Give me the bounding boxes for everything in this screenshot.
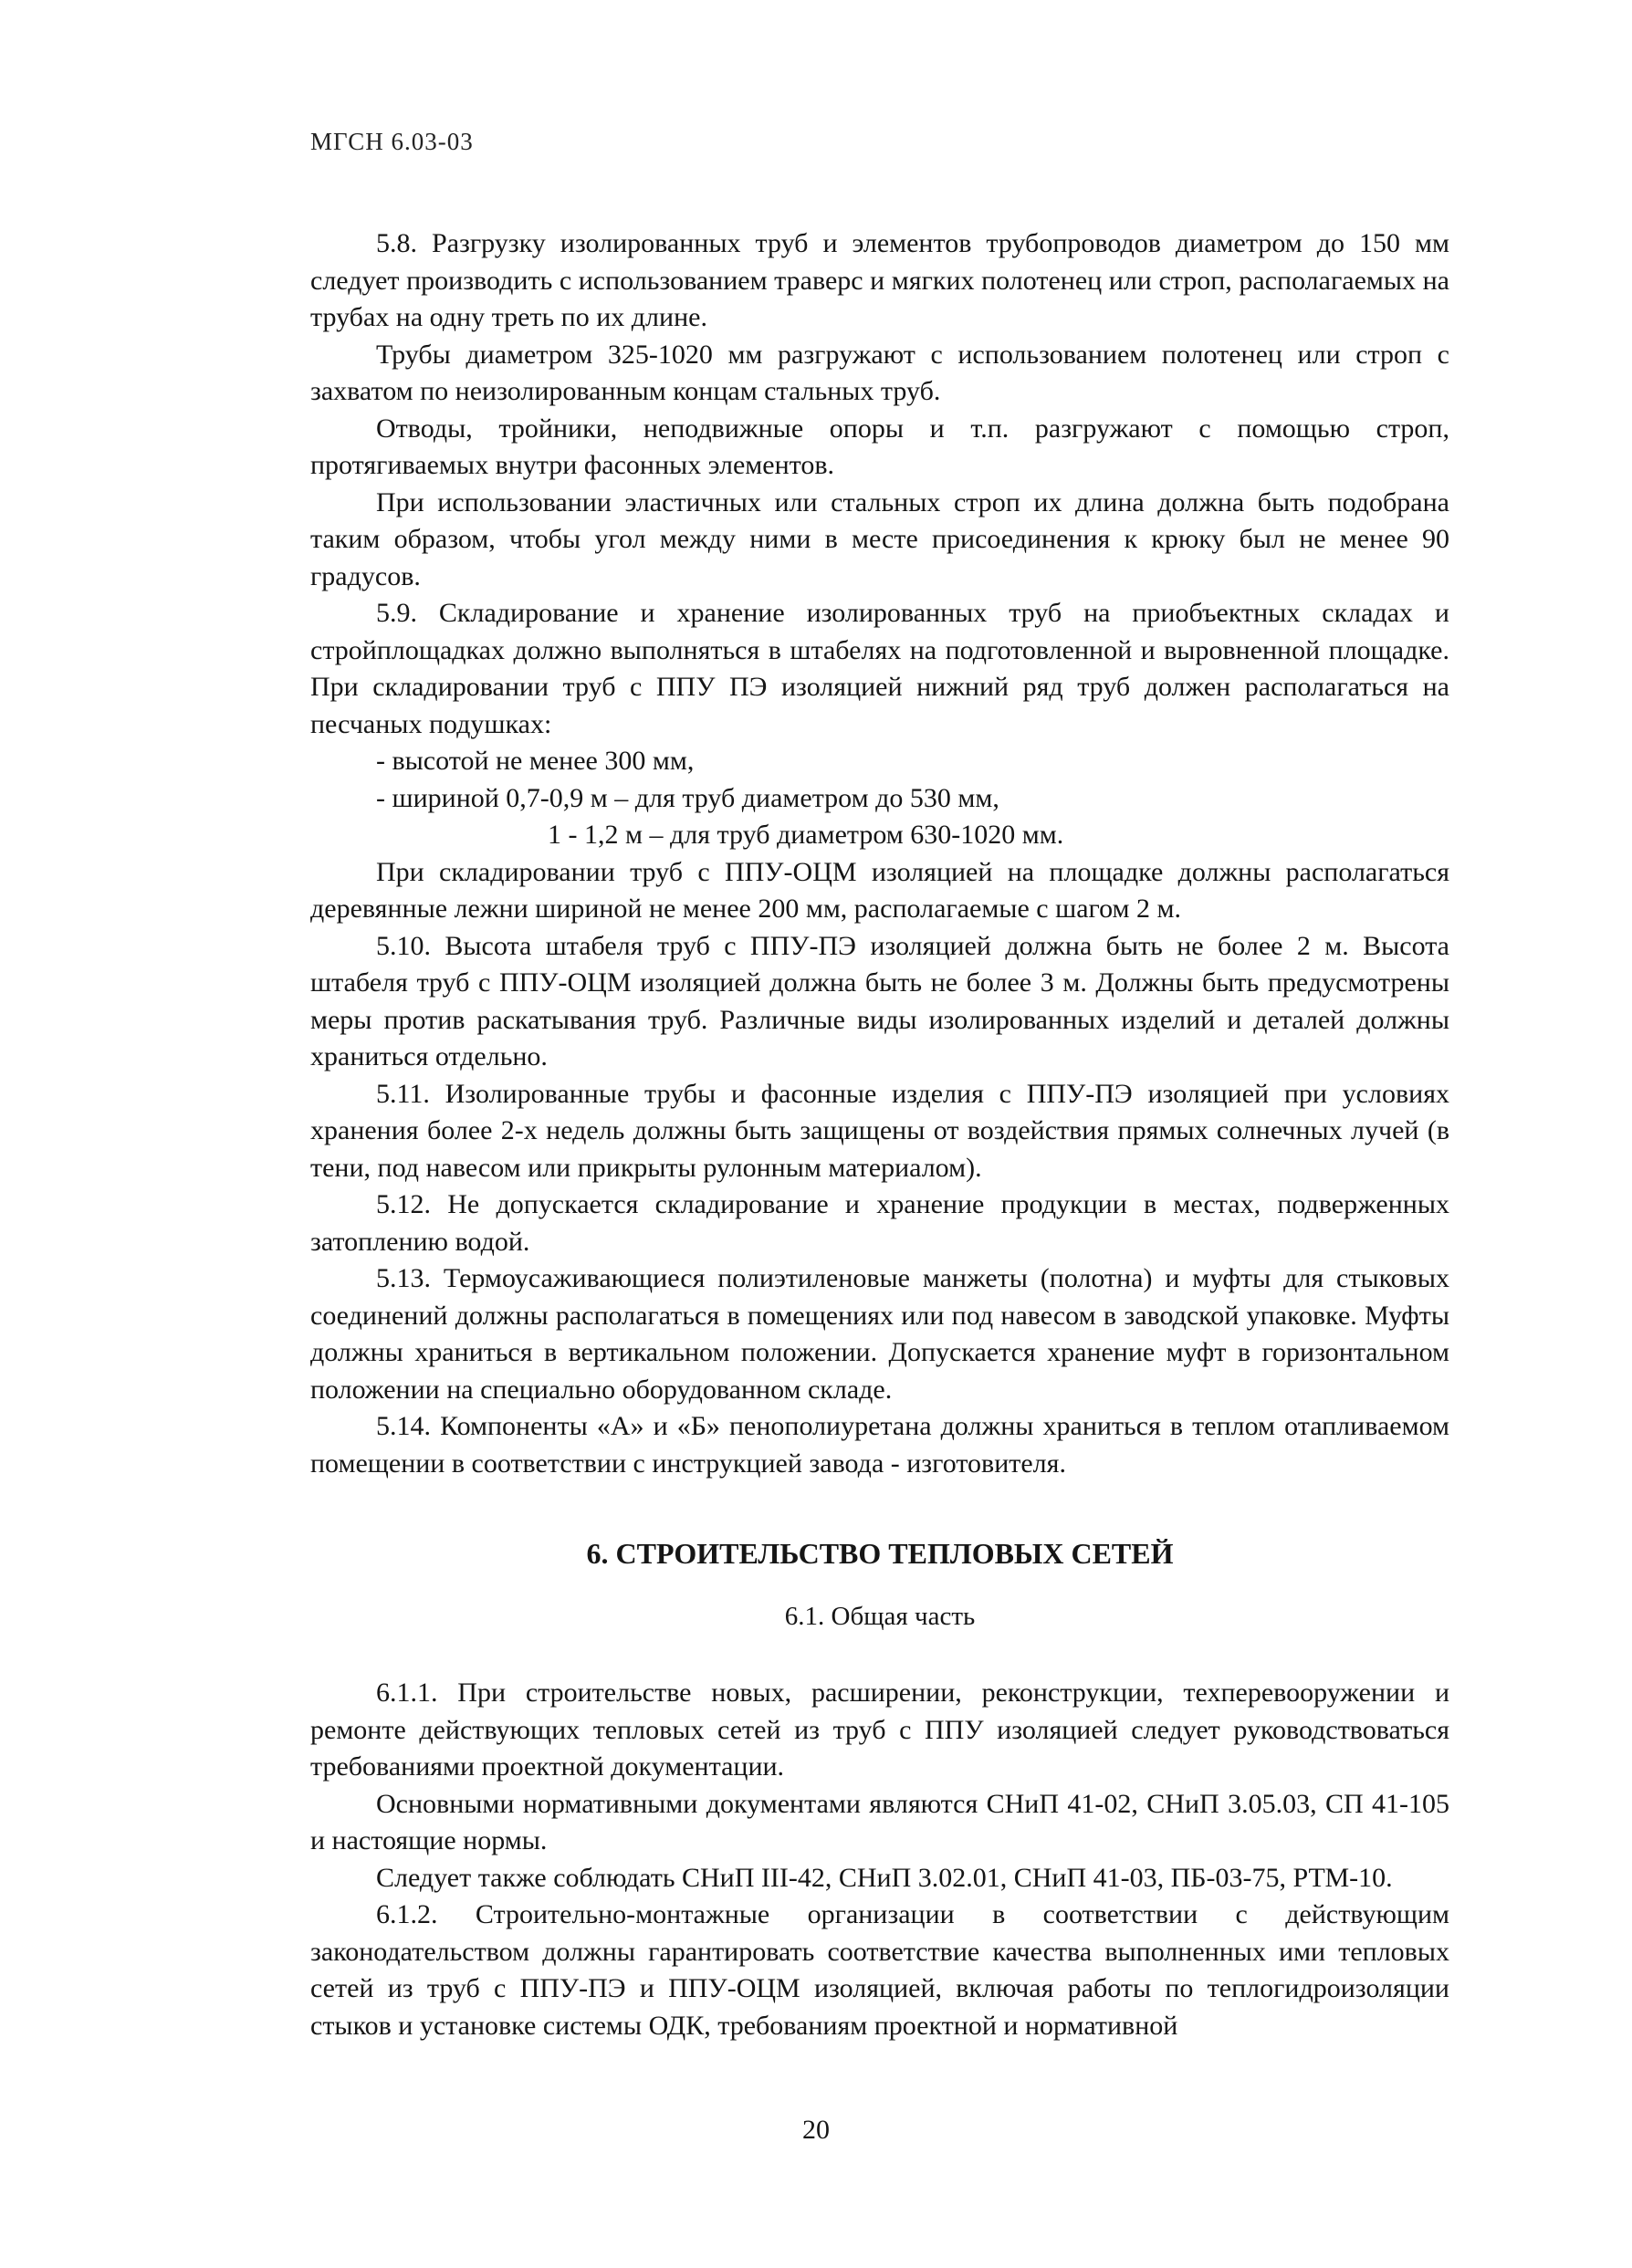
paragraph-5-12-flooding: 5.12. Не допускается складирование и хранение продукции в местах, подверженных затоплению водой. [310, 1189, 1449, 1257]
list-item-sand-height: - высотой не менее 300 мм, [376, 746, 695, 776]
paragraph-5-10-stack-height: 5.10. Высота штабеля труб с ППУ-ПЭ изоляцией должна быть не более 2 м. Высота штабеля труб с ППУ-ОЦМ изоляцией должна быть не более 3 м. Должны быть предусмотрены меры против раскатывания труб. Различные виды изолированных изделий и деталей должны храниться отдельно. [310, 930, 1449, 1071]
paragraph-5-13-shrink-sleeves: 5.13. Термоусаживающиеся полиэтиленовые манжеты (полотна) и муфты для стыковых соединений должны располагаться в помещениях или под навесом в заводской упаковке. Муфты должны храниться в вертикальном положении. Допускается хранение муфт в горизонтальном положении на специально оборудованном складе. [310, 1263, 1449, 1405]
page-number: 20 [802, 2115, 830, 2145]
paragraph-6-1-2-quality-guarantee: 6.1.2. Строительно-монтажные организации в соответствии с действующим законодательством должны гарантировать соответствие качества выполненных ими тепловых сетей из труб с ППУ-ПЭ и ППУ-ОЦМ изоляцией, включая работы по теплогидроизоляции стыков и установке системы ОДК, требованиям проектной и нормативной [310, 1899, 1449, 2041]
paragraph-5-14-foam-components: 5.14. Компоненты «А» и «Б» пенополиуретана должны храниться в теплом отапливаемом помещении в соответствии с инструкцией завода - изготовителя. [310, 1411, 1449, 1479]
document-body [310, 225, 1449, 2044]
paragraph-6-1-1-main-documents: Основными нормативными документами являются СНиП 41-02, СНиП 3.05.03, СП 41-105 и настоящие нормы. [310, 1788, 1449, 1855]
section-heading-6: 6. СТРОИТЕЛЬСТВО ТЕПЛОВЫХ СЕТЕЙ [586, 1537, 1174, 1570]
paragraph-5-8-unloading-small-pipes: 5.8. Разгрузку изолированных труб и элементов трубопроводов диаметром до 150 мм следует производить с использованием траверс и мягких полотенец или строп, располагаемых на трубах на одну треть по их длине. [310, 228, 1449, 332]
paragraph-6-1-1-additional-documents: Следует также соблюдать СНиП III-42, СНиП 3.02.01, СНиП 41-03, ПБ-03-75, РТМ-10. [376, 1862, 1393, 1893]
paragraph-5-8-sling-angle: При использовании эластичных или стальных строп их длина должна быть подобрана таким образом, чтобы угол между ними в месте присоединения к крюку был не менее 90 градусов. [310, 486, 1449, 591]
list-item-sand-width-small: - шириной 0,7-0,9 м – для труб диаметром до 530 мм, [376, 782, 999, 813]
paragraph-5-9-wooden-sleepers: При складировании труб с ППУ-ОЦМ изоляцией на площадке должны располагаться деревянные лежни шириной не менее 200 мм, располагаемые с шагом 2 м. [310, 856, 1449, 924]
paragraph-5-9-storage: 5.9. Складирование и хранение изолированных труб на приобъектных складах и стройплощадках должно выполняться в штабелях на подготовленной и выровненной площадке. При складировании труб с ППУ ПЭ изоляцией нижний ряд труб должен располагаться на песчаных подушках: [310, 598, 1449, 739]
paragraph-5-8-unloading-large-pipes: Трубы диаметром 325-1020 мм разгружают с использованием полотенец или строп с захватом по неизолированным концам стальных труб. [310, 339, 1449, 406]
subsection-heading-6-1: 6.1. Общая часть [784, 1601, 976, 1631]
list-item-sand-width-large: 1 - 1,2 м – для труб диаметром 630-1020 мм. [548, 820, 1064, 850]
paragraph-6-1-1-requirements: 6.1.1. При строительстве новых, расширении, реконструкции, техперевооружении и ремонте действующих тепловых сетей из труб с ППУ изоляцией следует руководствоваться требованиями проектной документации. [310, 1677, 1449, 1782]
document-code-header: МГСН 6.03-03 [310, 128, 474, 155]
paragraph-5-8-unloading-fittings: Отводы, тройники, неподвижные опоры и т.п. разгружают с помощью строп, протягиваемых внутри фасонных элементов. [310, 413, 1449, 480]
paragraph-5-11-sun-protection: 5.11. Изолированные трубы и фасонные изделия с ППУ-ПЭ изоляцией при условиях хранения более 2-х недель должны быть защищены от воздействия прямых солнечных лучей (в тени, под навесом или прикрыты рулонным материалом). [310, 1078, 1449, 1183]
